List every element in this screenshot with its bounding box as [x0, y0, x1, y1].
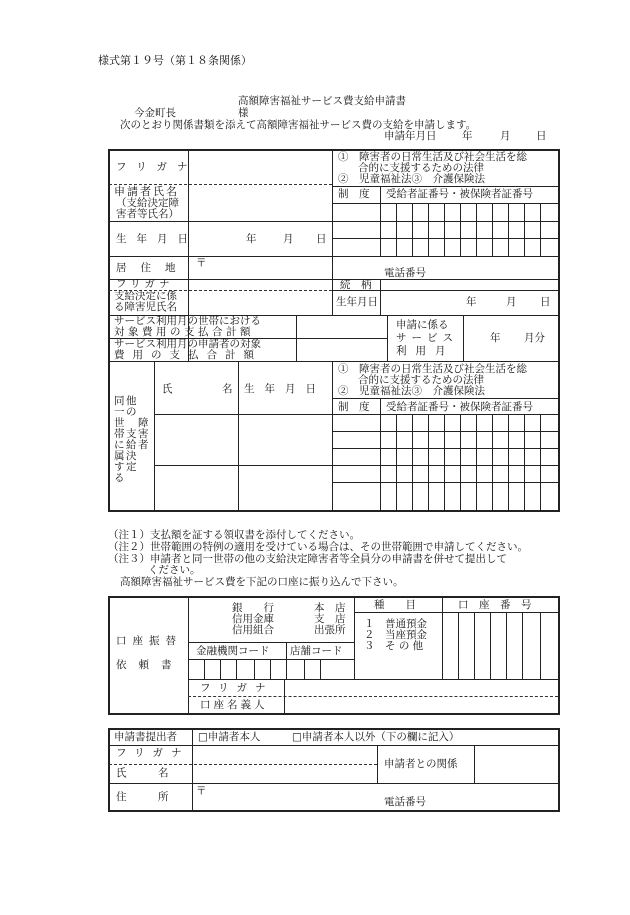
submitter-postal-mark: 〒 [196, 785, 207, 797]
hh-system-label: 制 度 [338, 401, 370, 413]
birth-year: 年 [246, 233, 257, 245]
law-text-3: ② 児童福祉法③ 介護保険法 [338, 173, 485, 185]
bank-type-3: 信用組合 [232, 624, 274, 636]
child-birth-label: 生年月日 [336, 296, 378, 308]
deposit-type-label: 種 目 [374, 599, 416, 611]
account-holder-label: 口座名義人 [200, 699, 268, 711]
transfer-intro: 高額障害福祉サービス費を下記の口座に振り込んで下さい。 [120, 576, 404, 588]
birth-day: 日 [316, 233, 327, 245]
household-vertical-3: 障 害 者 [138, 417, 149, 451]
household-vertical-1: 同 一 世 帯 に 属 す る [114, 395, 125, 484]
note-1: （注１）支払額を証する領収書を添付してください。 [108, 529, 360, 541]
intro-text: 次のとおり関係書類を添えて高額障害福祉サービス費の支給を申請します。 [120, 119, 477, 131]
birth-label: 生年月日 [116, 233, 198, 245]
bank-label-2: 依頼書 [116, 659, 184, 671]
date-label: 申請年月日 [384, 130, 437, 142]
bank-type-2: 信用金庫 [232, 613, 274, 625]
child-month: 月 [506, 296, 517, 308]
branch-type-2: 支 店 [314, 613, 346, 625]
relation-to-applicant: 申請者との関係 [384, 758, 458, 770]
form-number: 様式第１９号（第１８条関係） [98, 54, 252, 67]
system-label: 制 度 [338, 188, 370, 200]
submitter-label: 申請書提出者 [114, 731, 177, 743]
hh-cert-label: 受給者証番号・被保険者証番号 [386, 401, 533, 413]
phone-label: 電話番号 [384, 267, 426, 279]
applicant-name-label: 申請者氏名 [114, 185, 179, 198]
birth-month: 月 [283, 233, 294, 245]
branch-code-label: 店舗コード [290, 645, 343, 657]
bank-type-1: 銀 行 [232, 602, 274, 614]
hh-birth-label: 生年月日 [244, 383, 326, 395]
note-3: （注３）申請者と同一世帯の他の支給決定障害者等全員分の申請書を併せて提出して [108, 553, 507, 565]
note-2: （注２）世帯範囲の特例の適用を受けている場合は、その世帯範囲で申請してください。 [108, 541, 528, 553]
branch-type-3: 出張所 [314, 624, 346, 636]
form-title: 高額障害福祉サービス費支給申請書 [238, 95, 406, 107]
deposit-type-2: ２ 当座預金 [364, 629, 427, 641]
child-name-1: 支給決定に係 [114, 290, 177, 302]
note-3b: ください。 [148, 564, 201, 576]
month-year: 年 [490, 332, 501, 344]
date-year: 年 [462, 130, 473, 142]
institution-code-label: 金融機関コード [196, 645, 270, 657]
submitter-furigana: フリガナ [116, 747, 190, 759]
hh-law-2: 合的に支援するための法律 [358, 374, 484, 386]
submitter-self-option[interactable]: □申請者本人 [198, 731, 261, 743]
date-day: 日 [536, 130, 547, 142]
child-day: 日 [540, 296, 551, 308]
bank-furigana: フリガナ [200, 682, 274, 694]
hh-name-label2: 名 [222, 383, 233, 395]
total1-line1: サービス利用月の世帯における [114, 315, 261, 327]
submitter-other-option[interactable]: □申請者本人以外（下の欄に記入） [292, 731, 460, 743]
submitter-phone-label: 電話番号 [384, 796, 426, 808]
deposit-type-3: ３ そ の 他 [364, 640, 424, 652]
submitter-address-label: 住 所 [116, 791, 169, 803]
account-number-label: 口 座 番 号 [458, 599, 532, 611]
submitter-name-label: 氏 名 [116, 767, 169, 779]
child-furigana: フリガナ [116, 278, 174, 290]
date-month: 月 [500, 130, 511, 142]
applicant-sub1: （支給決定障 [116, 197, 179, 209]
furigana-label: フリガナ [116, 161, 198, 173]
total2-line2: 費用の支払合計額 [114, 349, 262, 361]
child-year: 年 [466, 296, 477, 308]
hh-name-label: 氏 [162, 383, 173, 395]
addressee: 今金町長 [134, 107, 176, 119]
hh-law-3: ② 児童福祉法③ 介護保険法 [338, 385, 485, 397]
hh-law-1: ① 障害者の日常生活及び社会生活を総 [338, 363, 527, 375]
honorific: 様 [238, 107, 249, 119]
applicant-sub2: 害者等氏名） [116, 208, 179, 220]
postal-mark: 〒 [196, 257, 207, 269]
month-label-1: 申請に係る [396, 319, 449, 331]
total1-line2: 対象費用の支払合計額 [114, 326, 254, 338]
month-label-2: サービス [396, 332, 458, 344]
law-text-2: 合的に支援するための法律 [358, 162, 484, 174]
cert-label: 受給者証番号・被保険者証番号 [386, 188, 533, 200]
branch-type-1: 本 店 [314, 602, 346, 614]
address-label: 居住地 [116, 262, 190, 274]
child-name-2: る障害児氏名 [114, 301, 177, 313]
month-label-3: 利用月 [396, 345, 455, 357]
total2-line1: サービス利用月の申請者の対象 [114, 338, 261, 350]
bank-label-1: 口座振替 [116, 635, 182, 647]
law-text-1: ① 障害者の日常生活及び社会生活を総 [338, 151, 527, 163]
deposit-type-1: １ 普通預金 [364, 618, 427, 630]
month-unit: 月分 [524, 332, 545, 344]
relation-label: 続 柄 [340, 279, 372, 291]
household-vertical-2: 他 の 支 給 決 定 [126, 395, 137, 473]
